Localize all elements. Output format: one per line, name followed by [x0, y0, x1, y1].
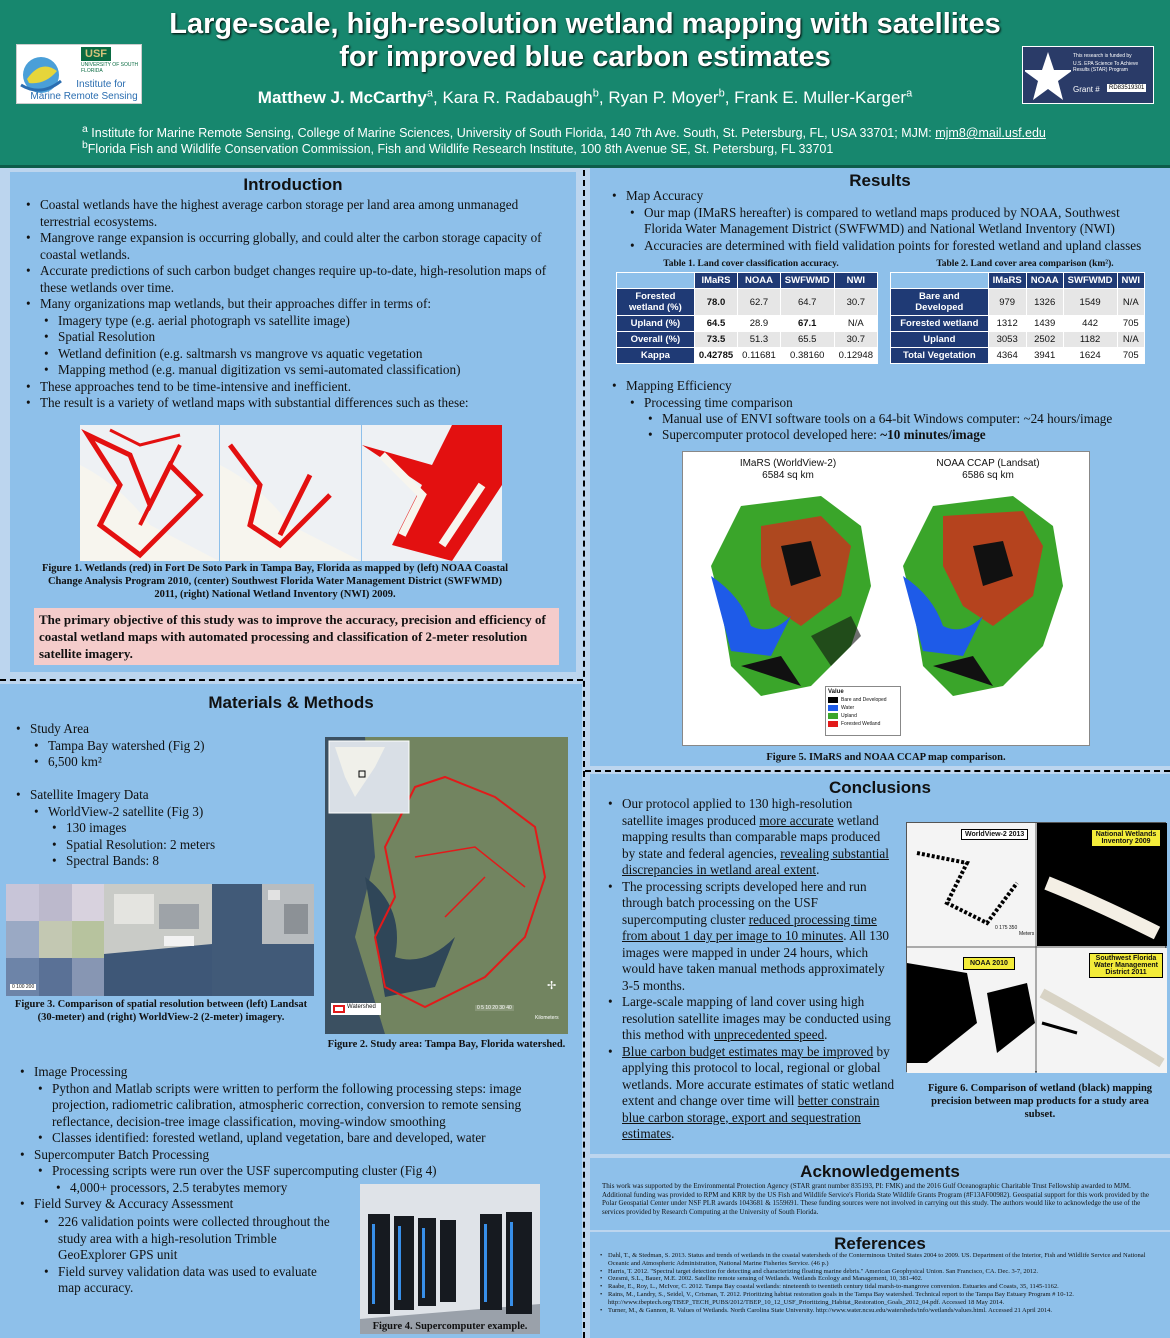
fig3-landsat-image — [6, 884, 104, 996]
table-row-header: Bare and Developed — [891, 289, 989, 316]
table-cell: 73.5 — [694, 332, 737, 348]
table-cell: 0.42785 — [694, 348, 737, 364]
table-cell: 4364 — [988, 348, 1026, 364]
affiliation-b: $^b$Florida Fish and Wildlife Conservation Commission, Fish and Wildlife Research Institute, 100 8th Avenue SE, St. Petersburg, FL 33701 — [82, 140, 834, 157]
bullet-item: • 226 validation points were collected throughout the study area with a high-resolution Trimble GeoExplorer GPS unit — [24, 1214, 334, 1264]
legend-entry — [828, 713, 898, 719]
table-cell: 1312 — [988, 316, 1026, 332]
fig5-noaa-map — [893, 486, 1073, 706]
north-arrow-icon: ✢ — [547, 980, 557, 992]
imars-line1: Institute for — [76, 79, 126, 90]
legend-swatch — [828, 705, 838, 711]
conclusions-heading: Conclusions — [828, 778, 931, 797]
fig6-scale-bar: 0 175 350 — [995, 925, 1018, 931]
bullet-item: • Spatial Resolution: 2 meters — [14, 837, 314, 854]
table-cell: 64.5 — [694, 316, 737, 332]
legend-entry — [828, 721, 898, 727]
results-panel — [590, 168, 1170, 766]
fig3-port-image — [212, 884, 314, 996]
table-row — [617, 289, 878, 316]
table-header-cell: SWFWMD — [780, 273, 834, 289]
epa-star-logo — [1022, 46, 1154, 104]
reference-item: • Turner, M., & Gannon, R. Values of Wetlands. North Carolina State University. http://www.water.ncsu.edu/watersheds/info/wetlands/values.html. Accessed 21 April 2014. — [598, 1307, 1163, 1315]
bullet-item: • Supercomputer Batch Processing — [18, 1147, 558, 1164]
table-cell: 3053 — [988, 332, 1026, 348]
table-row-header: Forested wetland — [891, 316, 989, 332]
legend-swatch — [828, 697, 838, 703]
table-header-cell: SWFWMD — [1063, 273, 1117, 289]
table-row — [617, 348, 878, 364]
bullet-item: • Our map (IMaRS hereafter) is compared to wetland maps produced by NOAA, Southwest Florida Water Management District (SWFWMD) and National Wetland Inventory (NWI) — [610, 205, 1155, 238]
fig2-study-area-map — [325, 737, 568, 1034]
table-cell: 1439 — [1026, 316, 1063, 332]
table-header-cell: NWI — [1117, 273, 1144, 289]
imagery-bullets — [14, 787, 314, 870]
table-cell: 3941 — [1026, 348, 1063, 364]
introduction-panel — [10, 172, 576, 672]
fig5-right-title: NOAA CCAP (Landsat) 6586 sq km — [936, 458, 1040, 481]
bullet-item: • Field survey validation data was used to evaluate map accuracy. — [24, 1264, 334, 1297]
table-row-header: Upland (%) — [617, 316, 695, 332]
table-row — [891, 332, 1145, 348]
table-row-header: Overall (%) — [617, 332, 695, 348]
bullet-item: • Many organizations map wetlands, but their approaches differ in terms of: — [24, 296, 566, 313]
legend-swatch — [828, 721, 838, 727]
bullet-item: • Classes identified: forested wetland, upland vegetation, bare and developed, water — [18, 1130, 558, 1147]
bullet-item: • Image Processing — [18, 1064, 558, 1081]
bullet-item: • Mapping Efficiency — [610, 378, 1155, 395]
bullet-item: • Tampa Bay watershed (Fig 2) — [14, 738, 314, 755]
fig6-label-swfwmd: Southwest Florida Water Management District 2011 — [1089, 953, 1163, 978]
table-cell: N/A — [834, 316, 877, 332]
table-cell: 30.7 — [834, 289, 877, 316]
table-cell: 51.3 — [738, 332, 781, 348]
table-row-header: Total Vegetation — [891, 348, 989, 364]
bullet-item: • Processing time comparison — [610, 395, 1155, 412]
bullet-item: • Satellite Imagery Data — [14, 787, 314, 804]
author-list — [160, 87, 1010, 108]
fig2-caption: Figure 2. Study area: Tampa Bay, Florida watershed. — [327, 1039, 566, 1050]
introduction-heading: Introduction — [243, 175, 343, 194]
methods-panel — [0, 684, 582, 1338]
references-list — [598, 1252, 1163, 1314]
grant-label: Grant # — [1073, 85, 1100, 94]
bullet-item: • Coastal wetlands have the highest average carbon storage per land area among unmanaged terrestrial ecosystems. — [24, 197, 566, 230]
table2-area — [890, 272, 1145, 364]
table-row-header: Forested wetland (%) — [617, 289, 695, 316]
author-2: Kara R. Radabaugh$^b$, — [442, 87, 609, 107]
conclusions-bullets — [606, 796, 896, 1143]
fig3-scale-bar: 0 100 200 — [12, 984, 35, 990]
reference-item: • Rains, M., Landry, S., Seidel, V., Crisman, T. 2012. Prioritizing habitat restoration goals in the Tampa Bay watershed. Technical report to the Tampa Bay Estuary Program # 10-12. http://www.tbeptech.org/TBEP_TECH_PUBS/2012/TBEP_10_12_USF_Prioritizing_Habitat_Restoration_Goals_2012_04.pdf. Accessed 18 May 2014. — [598, 1291, 1163, 1307]
table-header-cell — [617, 273, 695, 289]
usf-wordmark: USF — [81, 47, 111, 61]
table-cell: 67.1 — [780, 316, 834, 332]
poster-title: Large-scale, high-resolution wetland mapping with satellites for improved blue carbon estimates — [169, 8, 1001, 73]
map-accuracy-bullets — [610, 188, 1155, 254]
bullet-item: • Spectral Bands: 8 — [14, 853, 314, 870]
bullet-item: • Manual use of ENVI software tools on a 64-bit Windows computer: ~24 hours/image — [610, 411, 1155, 428]
usf-imars-logo — [16, 44, 142, 104]
legend-label: Water — [841, 705, 855, 711]
table-cell: 1182 — [1063, 332, 1117, 348]
table-cell: 65.5 — [780, 332, 834, 348]
intro-methods-divider — [0, 679, 583, 681]
fig1-caption: Figure 1. Wetlands (red) in Fort De Soto Park in Tampa Bay, Florida as mapped by (left) NOAA Coastal Change Analysis Program 2010, (center) Southwest Florida Water Management District (SWFWMD) 2011, (right) National Wetland Inventory (NWI) 2009. — [41, 563, 509, 600]
table-row — [891, 348, 1145, 364]
fig6-scale-unit: Meters — [1019, 931, 1035, 937]
bullet-item: • Spatial Resolution — [24, 329, 566, 346]
author-1: Matthew J. McCarthy$^a$, — [257, 87, 443, 107]
acknowledgements-heading: Acknowledgements — [800, 1162, 960, 1181]
author-3: Ryan P. Moyer$^b$, — [608, 87, 735, 107]
bullet-item: • 130 images — [14, 820, 314, 837]
bullet-item: • Imagery type (e.g. aerial photograph vs satellite image) — [24, 313, 566, 330]
bullet-item: • 6,500 km² — [14, 754, 314, 771]
author-4: Frank E. Muller-Karger$^a$ — [734, 87, 913, 107]
results-heading: Results — [849, 171, 911, 190]
table-row — [617, 332, 878, 348]
table-header-cell: NOAA — [738, 273, 781, 289]
bullet-item: • Accuracies are determined with field validation points for forested wetland and upland classes — [610, 238, 1155, 255]
fig2-scale-bar: 0 5 10 20 30 40 — [477, 1005, 512, 1011]
fig5-caption: Figure 5. IMaRS and NOAA CCAP map comparison. — [766, 752, 1006, 763]
bullet-item: • Mapping method (e.g. manual digitization vs semi-automated classification) — [24, 362, 566, 379]
program-label: U.S. EPA Science To Achieve Results (STAR) Program — [1073, 61, 1139, 73]
reference-item: • Ozesmi, S.L., Bauer, M.E. 2002. Satellite remote sensing of Wetlands. Wetlands Ecology and Management, 10, 381-402. — [598, 1275, 1163, 1283]
table-cell: 0.38160 — [780, 348, 834, 364]
grant-number: RD83519301 — [1109, 85, 1145, 91]
objective-box: The primary objective of this study was to improve the accuracy, precision and efficiency of coastal wetland maps with automated processing and classification of 2-meter resolution satellite imagery. — [34, 608, 559, 665]
table-row-header: Kappa — [617, 348, 695, 364]
imars-line2: Marine Remote Sensing — [30, 91, 138, 102]
efficiency-last-bullet — [610, 427, 1155, 444]
table-cell: 1624 — [1063, 348, 1117, 364]
fig6-precision-maps — [906, 822, 1166, 1072]
table-row — [891, 289, 1145, 316]
conclusion-bullet-1: • Our protocol applied to 130 high-resolution satellite images produced more accurate wetland mapping results than comparable maps produced by state and federal agencies, revealing substantial discrepancies in wetland areal extent. — [606, 796, 896, 879]
field-survey-bullets — [24, 1214, 334, 1297]
references-panel — [590, 1232, 1170, 1338]
funding-label: This research is funded by — [1073, 53, 1132, 59]
reference-item: • Dahl, T., & Stedman, S. 2013. Status and trends of wetlands in the coastal watersheds of the Conterminous United States 2004 to 2009. US. Department of the Interior, Fish and Wildlife Service and National Oceanic and Atmospheric Administration, National Marine Fisheries Service. (46 p.) — [598, 1252, 1163, 1268]
bullet-item: • These approaches tend to be time-intensive and inefficient. — [24, 379, 566, 396]
legend-swatch — [828, 713, 838, 719]
bullet-item: • Map Accuracy — [610, 188, 1155, 205]
fig3-caption: Figure 3. Comparison of spatial resolution between (left) Landsat (30-meter) and (right) WorldView-2 (2-meter) imagery. — [14, 999, 308, 1023]
table-header-cell: IMaRS — [988, 273, 1026, 289]
mapping-efficiency-bullets — [610, 378, 1155, 428]
poster-header — [0, 0, 1170, 168]
bullet-item: • The result is a variety of wetland maps with substantial differences such as these: — [24, 395, 566, 412]
table-cell: 705 — [1117, 348, 1144, 364]
fig1-swfwmd-map — [220, 425, 361, 561]
table-cell: 1326 — [1026, 289, 1063, 316]
affiliation-a: $^a$ Institute for Marine Remote Sensing, College of Marine Sciences, University of South Florida, 140 7th Ave. South, St. Petersburg, FL, USA 33701; MJM: mjm8@mail.usf.edu — [82, 124, 1046, 141]
table-cell: 2502 — [1026, 332, 1063, 348]
bullet-item: • Wetland definition (e.g. saltmarsh vs mangrove vs aquatic vegetation — [24, 346, 566, 363]
fig5-left-title: IMaRS (WorldView-2) 6584 sq km — [739, 458, 837, 481]
table1-title: Table 1. Land cover classification accuracy. — [663, 259, 839, 269]
reference-item: • Raabe, E., Roy, L., McIvor, C. 2012. Tampa Bay coastal wetlands: nineteenth to twentieth century tidal marsh-to-mangrove conversion. Estuaries and Coasts, 35, 1145-1162. — [598, 1283, 1163, 1291]
table-cell: 28.9 — [738, 316, 781, 332]
fig6-label-nwi: National Wetlands Inventory 2009 — [1091, 829, 1161, 847]
methods-heading: Materials & Methods — [208, 693, 374, 712]
table-cell: 979 — [988, 289, 1026, 316]
table-header-cell: NOAA — [1026, 273, 1063, 289]
fig4-caption: Figure 4. Supercomputer example. — [372, 1321, 528, 1332]
legend-label: Bare and Developed — [841, 697, 887, 703]
conclusion-bullet-2: • The processing scripts developed here and run through batch processing on the USF supercomputing cluster reduced processing time from about 1 day per image to 10 minutes. All 130 images were mapped in under 24 hours, which would have taken manual methods approximately 3-5 months. — [606, 879, 896, 995]
fig2-legend-label: Watershed — [347, 1004, 376, 1010]
fig3-worldview-image — [104, 884, 212, 996]
acknowledgements-text: This work was supported by the Environmental Protection Agency (STAR grant number 835193, PI: FMK) and the 2016 Gulf Oceanographic Charitable Trust Fellowship awarded to MJM. Additional funding was provided to RPM and KRR by the US Fish and Wildlife Service's Florida State Wildlife Grants Program (#F13AF00982). Geospatial support for this work provided by the Polar Geospatial Center under NSF PLR awards 1043681 & 1559691. These funding sources were not involved in carrying out this study. The authors would like to acknowledge the use of the services provided by Research Computing at the University of South Florida. — [602, 1182, 1149, 1216]
table-cell: 442 — [1063, 316, 1117, 332]
fig2-scale-unit: Kilometers — [535, 1015, 559, 1021]
table-cell: 78.0 — [694, 289, 737, 316]
table-cell: 705 — [1117, 316, 1144, 332]
email-link[interactable]: mjm8@mail.usf.edu — [935, 126, 1046, 141]
bullet-item: • Accurate predictions of such carbon budget changes require up-to-date, high-resolution maps of these wetlands over time. — [24, 263, 566, 296]
table-cell: 1549 — [1063, 289, 1117, 316]
fig5-legend-title: Value — [828, 689, 844, 695]
table-row — [617, 316, 878, 332]
table-cell: 0.11681 — [738, 348, 781, 364]
fig6-caption: Figure 6. Comparison of wetland (black) mapping precision between map products for a study area subset. — [927, 1083, 1153, 1120]
fig1-nwi-map — [362, 425, 502, 561]
legend-entry — [828, 705, 898, 711]
table-cell: N/A — [1117, 332, 1144, 348]
table1-accuracy — [616, 272, 878, 364]
fig4-supercomputer-photo — [360, 1184, 540, 1334]
table-cell: 64.7 — [780, 289, 834, 316]
fig1-noaa-map — [80, 425, 219, 561]
introduction-bullets — [24, 197, 566, 412]
bullet-item: • Field Survey & Accuracy Assessment — [18, 1196, 558, 1213]
table2-title: Table 2. Land cover area comparison (km²). — [936, 259, 1114, 269]
fig5-legend — [825, 686, 901, 736]
fig6-label-noaa: NOAA 2010 — [963, 957, 1015, 970]
legend-label: Upland — [841, 713, 857, 719]
table-header-cell: NWI — [834, 273, 877, 289]
results-conclusions-divider — [585, 770, 1170, 772]
column-divider — [583, 170, 585, 1338]
table-cell: 62.7 — [738, 289, 781, 316]
bullet-item: • Processing scripts were run over the USF supercomputing cluster (Fig 4) — [18, 1163, 558, 1180]
table-cell: 30.7 — [834, 332, 877, 348]
fig5-map-comparison — [682, 451, 1090, 746]
table-header-cell — [891, 273, 989, 289]
references-heading: References — [834, 1234, 926, 1253]
table-header-cell: IMaRS — [694, 273, 737, 289]
fig5-imars-map — [701, 486, 881, 706]
study-area-bullets — [14, 721, 314, 771]
usf-subtitle: UNIVERSITY OF SOUTH FLORIDA — [81, 62, 139, 74]
supercomputer-time-bullet: • Supercomputer protocol developed here: ~10 minutes/image — [610, 427, 1155, 444]
star-icon — [1025, 48, 1071, 104]
bullet-item: • Python and Matlab scripts were written to perform the following processing steps: image projection, radiometric calibration, atmospheric correction, conversion to remote sensing reflectance, decision-tree image classification, moving-window smoothing — [18, 1081, 558, 1131]
bullet-item: • Mangrove range expansion is occurring globally, and could alter the carbon storage capacity of coastal wetlands. — [24, 230, 566, 263]
table-cell: N/A — [1117, 289, 1144, 316]
table-cell: 0.12948 — [834, 348, 877, 364]
conclusion-bullet-4: • Blue carbon budget estimates may be improved by applying this protocol to local, regional or global wetlands. More accurate estimates of static wetland extent and change over time will better constrain blue carbon storage, export and sequestration estimates. — [606, 1044, 896, 1143]
bullet-item: • 4,000+ processors, 2.5 terabytes memory — [18, 1180, 558, 1197]
legend-entry — [828, 697, 898, 703]
table-row-header: Upland — [891, 332, 989, 348]
legend-label: Forested Wetland — [841, 721, 881, 727]
bullet-item: • Study Area — [14, 721, 314, 738]
bullet-item: • WorldView-2 satellite (Fig 3) — [14, 804, 314, 821]
fig6-label-worldview: WorldView-2 2013 — [961, 829, 1028, 840]
conclusions-panel — [590, 774, 1170, 1154]
reference-item: • Harris, T. 2012. "Spectral target detection for detecting and characterizing floating marine debris." American Geophysical Union. San Francisco, CA. Dec. 3-7, 2012. — [598, 1268, 1163, 1276]
conclusion-bullet-3: • Large-scale mapping of land cover using high resolution satellite images may be conducted using this method with unprecedented speed. — [606, 994, 896, 1044]
table-row — [891, 316, 1145, 332]
acknowledgements-panel — [590, 1158, 1170, 1230]
